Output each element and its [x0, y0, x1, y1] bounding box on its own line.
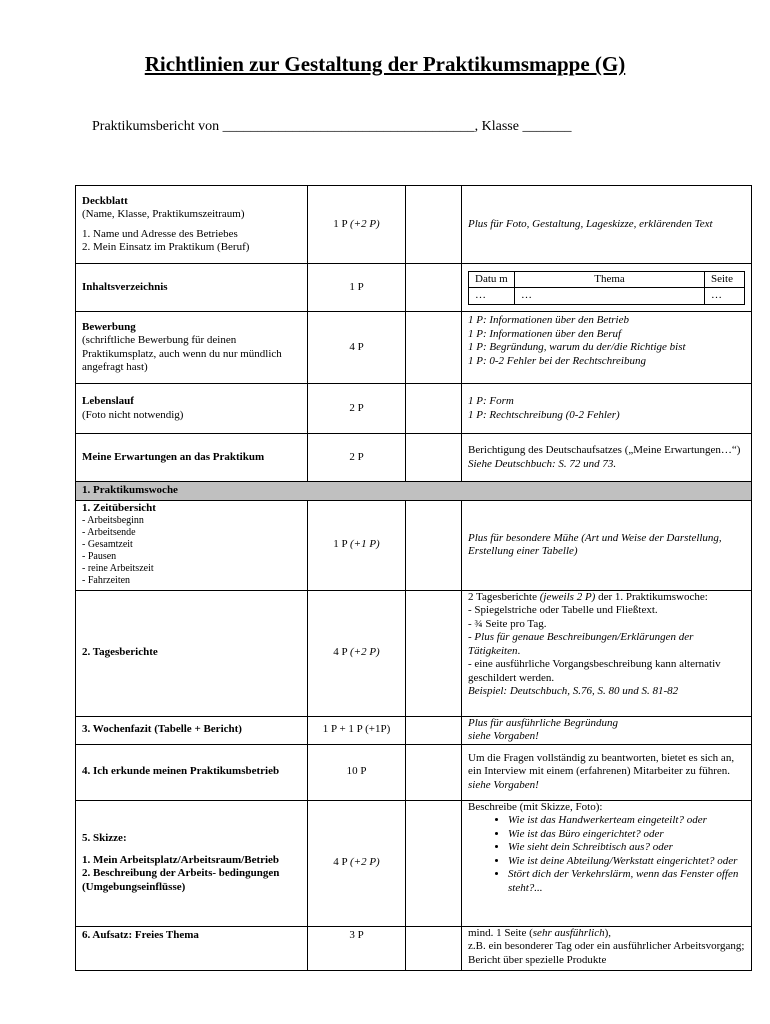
points-value: 3 P — [308, 926, 406, 970]
row-erkunde — [76, 744, 752, 800]
criterion-sub: (schriftliche Bewerbung für deinen Praktikumsplatz, auch wenn du nur mündlich angefragt hast) — [82, 334, 282, 373]
note-line: siehe Vorgaben! — [468, 730, 539, 742]
question-item: • Wie sieht dein Schreibtisch aus? oder — [508, 841, 745, 855]
bonus-points: (+2 P) — [350, 646, 380, 659]
note-cell — [462, 800, 752, 926]
note-line: Um die Fragen vollständig zu beantworten, bietet es sich an, ein Interview mit einem (erfahrenen) Mitarbeiter zu führen. — [468, 751, 735, 778]
time-item: - Fahrzeiten — [82, 575, 131, 586]
score-cell — [406, 926, 462, 970]
note-cell — [462, 384, 752, 434]
criterion-label: 2. Tagesberichte — [76, 590, 308, 716]
note-line: - ¾ Seite pro Tag. — [468, 617, 547, 630]
grading-table — [75, 185, 752, 971]
criterion-label: Inhaltsverzeichnis — [76, 264, 308, 312]
points-cell — [308, 186, 406, 264]
criterion-cell — [76, 312, 308, 384]
criterion-cell — [76, 384, 308, 434]
row-wochenfazit — [76, 716, 752, 744]
criterion-cell — [76, 800, 308, 926]
note-cell — [462, 590, 752, 716]
score-cell — [406, 744, 462, 800]
note-line: - eine ausführliche Vorgangsbeschreibung kann alternativ geschildert werden. — [468, 658, 721, 684]
question-item: • Wie ist deine Abteilung/Werkstatt eingerichtet? oder — [508, 855, 745, 869]
row-inhalt — [76, 264, 752, 312]
toc-cell: … — [469, 288, 515, 305]
points-value: 4 P — [308, 312, 406, 384]
note-cell — [462, 434, 752, 482]
points-value: 10 P — [308, 744, 406, 800]
row-lebenslauf — [76, 384, 752, 434]
question-list — [468, 814, 745, 895]
row-bewerbung — [76, 312, 752, 384]
criterion-label: Bewerbung — [82, 320, 136, 333]
toc-header-date: Datu m — [469, 271, 515, 288]
note-line: 1 P: Form — [468, 395, 514, 407]
points-value: 1 P — [333, 538, 348, 551]
points-value: 1 P — [333, 217, 348, 230]
note-line: siehe Vorgaben! — [468, 778, 539, 791]
criterion-cell — [76, 500, 308, 590]
toc-header-page: Seite — [705, 271, 745, 288]
criterion-item: 2. Mein Einsatz im Praktikum (Beruf) — [82, 241, 250, 253]
score-cell — [406, 500, 462, 590]
row-erwartungen — [76, 434, 752, 482]
note-cell — [462, 926, 752, 970]
criterion-label: 6. Aufsatz: Freies Thema — [76, 926, 308, 970]
toc-sample-table — [468, 271, 745, 305]
note-cell — [462, 264, 752, 312]
points-value: 2 P — [308, 434, 406, 482]
note-line: z.B. ein besonderer Tag oder ein ausführlicher Arbeitsvorgang; Bericht über spezielle Produkte — [468, 940, 745, 966]
question-item: • Wie ist das Handwerkerteam eingeteilt? oder — [508, 814, 745, 828]
note-line: 1 P: Informationen über den Beruf — [468, 327, 622, 340]
criterion-label: Lebenslauf — [82, 395, 134, 407]
criterion-item: 2. Beschreibung der Arbeits- bedingungen (Umgebungseinflüsse) — [82, 867, 280, 893]
bonus-points: (+2 P) — [350, 856, 380, 869]
time-item: - reine Arbeitszeit — [82, 563, 154, 574]
points-cell — [308, 590, 406, 716]
score-cell — [406, 716, 462, 744]
note-line: Beschreibe (mit Skizze, Foto): — [468, 800, 603, 813]
toc-header-topic: Thema — [515, 271, 705, 288]
note-cell: Plus für Foto, Gestaltung, Lageskizze, erklärenden Text — [462, 186, 752, 264]
time-item: - Arbeitsende — [82, 527, 136, 538]
bonus-points: (+2 P) — [350, 217, 380, 230]
row-aufsatz — [76, 926, 752, 970]
note-line: Beispiel: Deutschbuch, S.76, S. 80 und S. 81-82 — [468, 685, 679, 697]
time-item: - Arbeitsbeginn — [82, 515, 144, 526]
note-line: 1 P: Rechtschreibung (0-2 Fehler) — [468, 408, 620, 421]
document-title: Richtlinien zur Gestaltung der Praktikumsmappe (G) — [144, 52, 626, 76]
row-tagesberichte — [76, 590, 752, 716]
note-line: 2 Tagesberichte (jeweils 2 P) der 1. Praktikumswoche: — [468, 590, 708, 603]
note-line: - Spiegelstriche oder Tabelle und Fließtext. — [468, 604, 658, 616]
criterion-label: Meine Erwartungen an das Praktikum — [76, 434, 308, 482]
note-cell — [462, 744, 752, 800]
points-value: 2 P — [308, 384, 406, 434]
criterion-label: 1. Zeitübersicht — [82, 501, 156, 514]
criterion-label: 4. Ich erkunde meinen Praktikumsbetrieb — [76, 744, 308, 800]
score-cell — [406, 590, 462, 716]
criterion-sub: (Name, Klasse, Praktikumszeitraum) — [82, 208, 245, 220]
note-line: 1 P: Begründung, warum du der/die Richtige bist — [468, 341, 686, 353]
score-cell — [406, 800, 462, 926]
criterion-cell — [76, 186, 308, 264]
note-line: Siehe Deutschbuch: S. 72 und 73. — [468, 457, 617, 470]
criterion-label: 5. Skizze: — [82, 832, 127, 844]
criterion-sub: (Foto nicht notwendig) — [82, 408, 184, 421]
note-cell: Plus für besondere Mühe (Art und Weise der Darstellung, Erstellung einer Tabelle) — [462, 500, 752, 590]
toc-cell: … — [705, 288, 745, 305]
question-item: • Stört dich der Verkehrslärm, wenn das Fenster offen steht?... — [508, 868, 745, 895]
points-cell — [308, 500, 406, 590]
score-cell — [406, 312, 462, 384]
time-item: - Pausen — [82, 551, 117, 562]
points-cell — [308, 800, 406, 926]
note-line: 1 P: Informationen über den Betrieb — [468, 314, 629, 326]
score-cell — [406, 434, 462, 482]
points-value: 4 P — [333, 856, 348, 869]
row-zeituebersicht — [76, 500, 752, 590]
score-cell — [406, 264, 462, 312]
bonus-points: (+1 P) — [350, 538, 380, 551]
note-line: - Plus für genaue Beschreibungen/Erklärungen der Tätigkeiten. — [468, 631, 694, 657]
time-item: - Gesamtzeit — [82, 539, 133, 550]
row-deckblatt — [76, 186, 752, 264]
points-value: 1 P — [308, 264, 406, 312]
section-title: 1. Praktikumswoche — [76, 482, 752, 501]
note-line: Plus für ausführliche Begründung — [468, 716, 619, 729]
report-name-line: Praktikumsbericht von ____________________________________, Klasse _______ — [92, 119, 572, 134]
note-cell — [462, 716, 752, 744]
criterion-item: 1. Name und Adresse des Betriebes — [82, 227, 238, 240]
section-header-row — [76, 482, 752, 501]
row-skizze — [76, 800, 752, 926]
points-value: 1 P + 1 P (+1P) — [308, 716, 406, 744]
toc-cell: … — [515, 288, 705, 305]
criterion-item: 1. Mein Arbeitsplatz/Arbeitsraum/Betrieb — [82, 853, 280, 866]
points-value: 4 P — [333, 646, 348, 659]
note-line: Berichtigung des Deutschaufsatzes („Meine Erwartungen…“) — [468, 444, 741, 456]
note-line: mind. 1 Seite (sehr ausführlich), — [468, 926, 612, 939]
question-item: • Wie ist das Büro eingerichtet? oder — [508, 828, 745, 842]
score-cell — [406, 384, 462, 434]
criterion-label: Deckblatt — [82, 194, 128, 207]
criterion-label: 3. Wochenfazit (Tabelle + Bericht) — [76, 716, 308, 744]
note-line: 1 P: 0-2 Fehler bei der Rechtschreibung — [468, 354, 646, 367]
score-cell — [406, 186, 462, 264]
note-cell — [462, 312, 752, 384]
